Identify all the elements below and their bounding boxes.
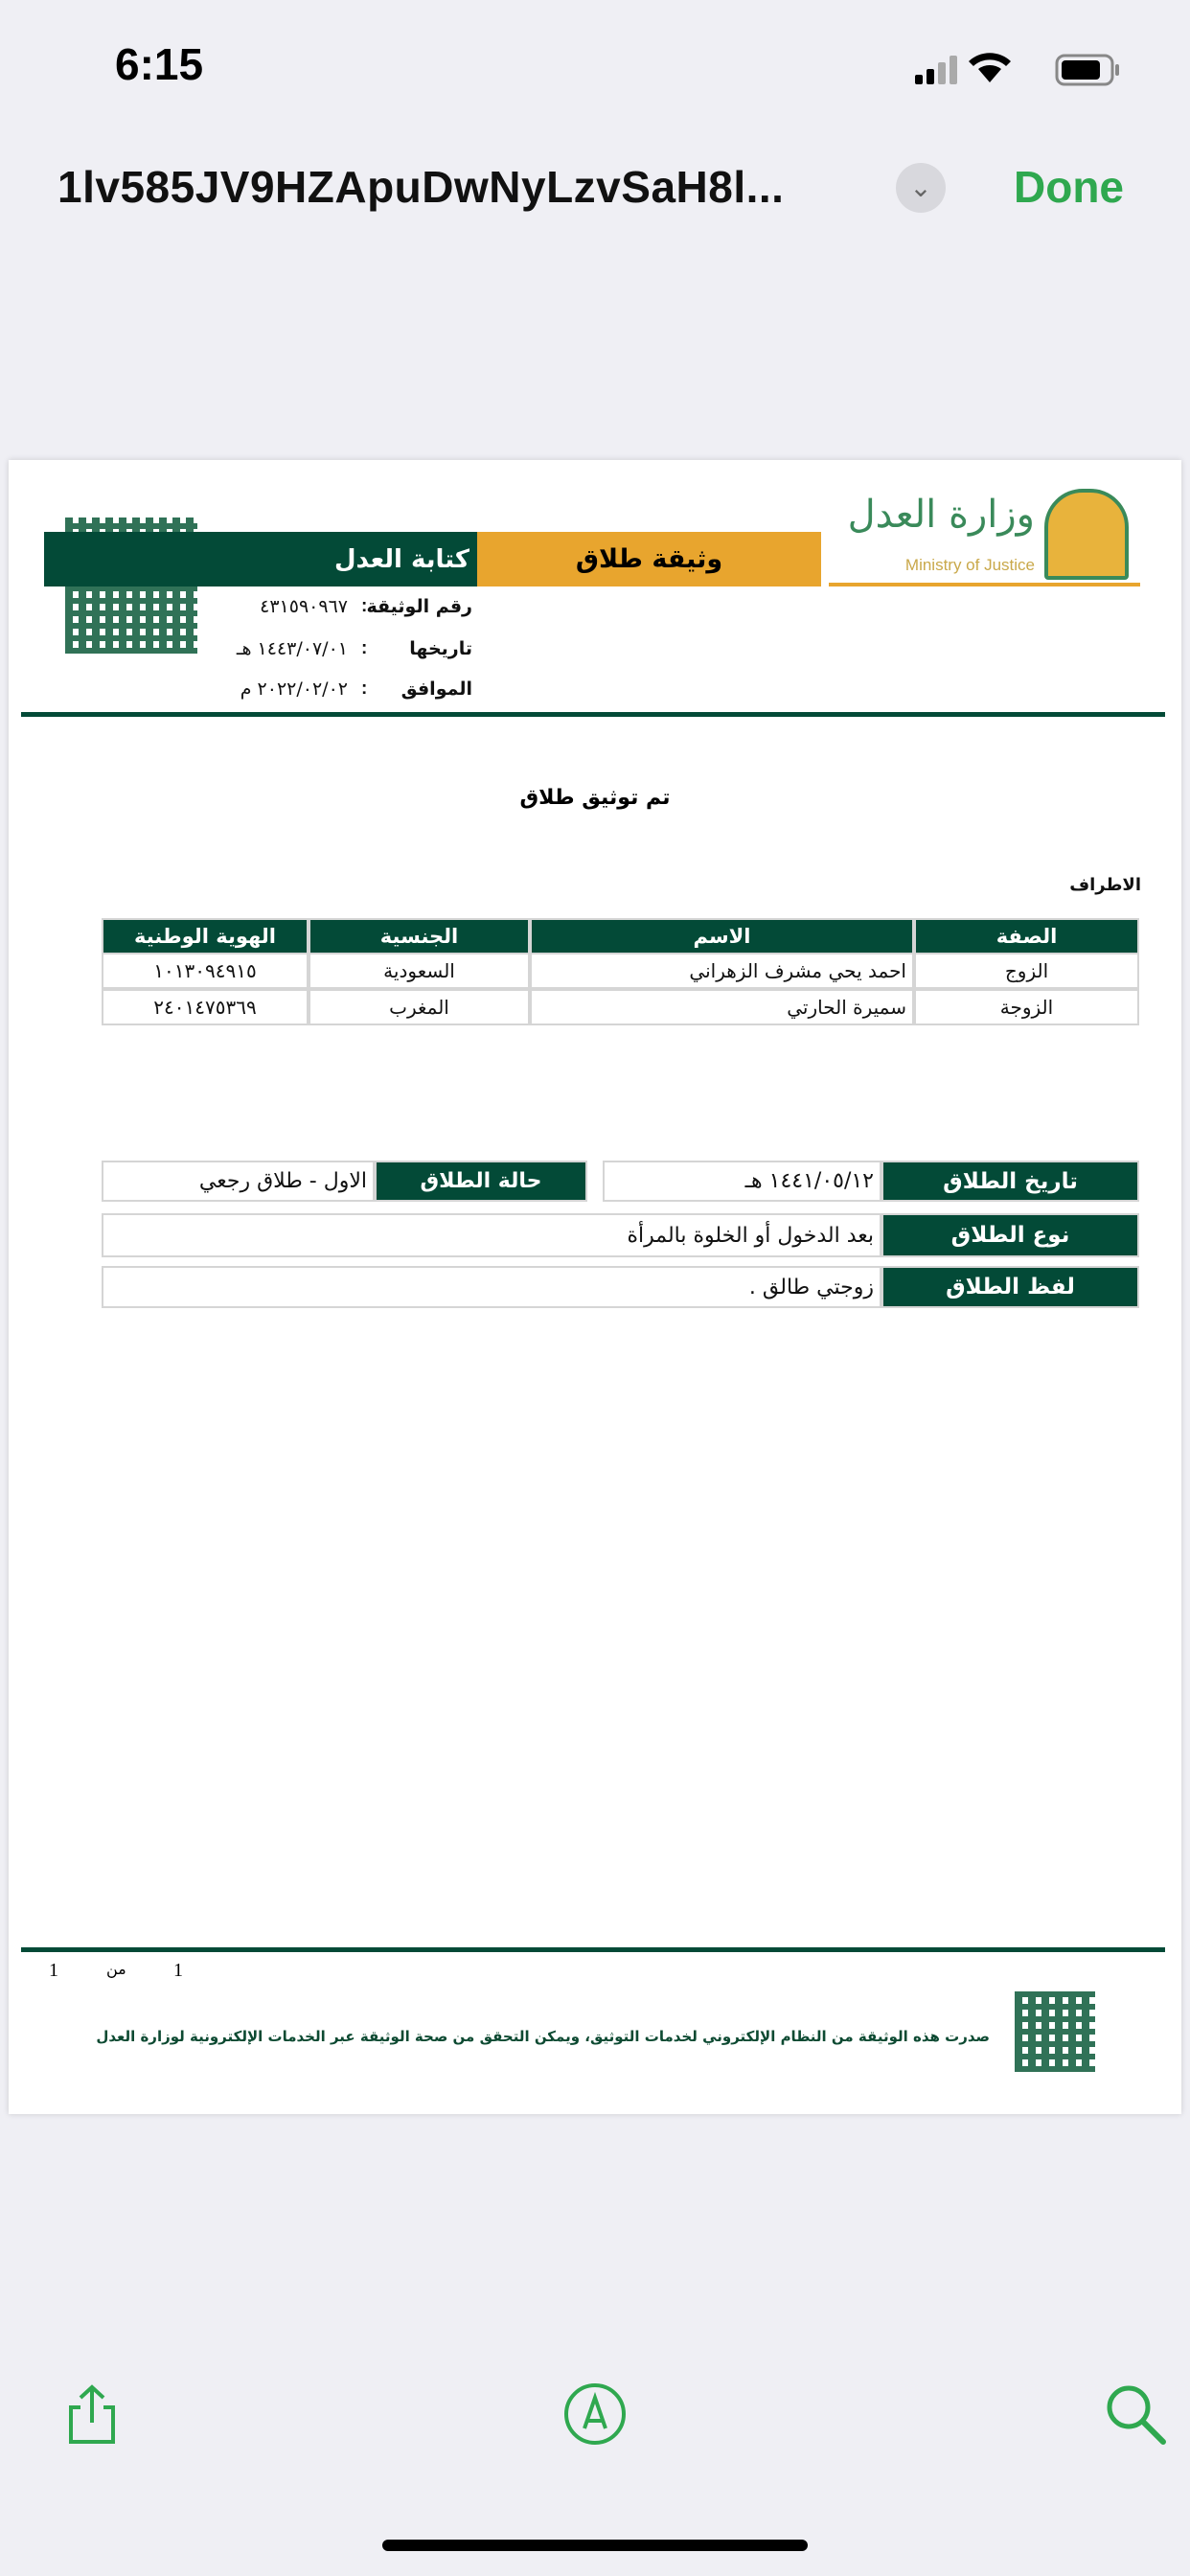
table-cell: ١٠١٣٠٩٤٩١٥ [102, 953, 309, 989]
status-icons [915, 50, 1135, 93]
footer-divider [21, 1947, 1165, 1952]
ministry-logo [829, 489, 1140, 580]
table-cell: السعودية [309, 953, 530, 989]
page-of: من [106, 1960, 126, 1978]
document-number: ٤٣١٥٩٠٩٦٧ [260, 596, 348, 617]
logo-subtitle: Ministry of Justice [904, 556, 1035, 574]
divider [21, 712, 1165, 717]
header-underline [829, 583, 1140, 586]
table-cell: المغرب [309, 989, 530, 1025]
markup-icon[interactable] [563, 2382, 627, 2450]
parties-title: الاطراف [1069, 875, 1141, 895]
col-header: الجنسية [309, 918, 530, 954]
home-indicator[interactable] [382, 2540, 808, 2551]
status-time: 6:15 [115, 39, 204, 89]
header-band-left: كتابة العدل [44, 532, 477, 586]
divorce-phrase-label: لفظ الطلاق [881, 1266, 1139, 1308]
table-cell: احمد يحي مشرف الزهراني [530, 953, 914, 989]
divorce-date-label: تاريخ الطلاق [881, 1161, 1139, 1202]
done-button[interactable]: Done [1014, 162, 1124, 212]
divorce-phrase-value: زوجتي طالق . [102, 1266, 881, 1308]
table-cell: سميرة الحارتي [530, 989, 914, 1025]
info-label: تاريخها [409, 638, 472, 659]
share-icon[interactable] [63, 2384, 121, 2450]
document-date-hijri: ١٤٤٣/٠٧/٠١ هـ [236, 638, 348, 659]
col-header: الاسم [530, 918, 914, 954]
table-cell: ٢٤٠١٤٧٥٣٦٩ [102, 989, 309, 1025]
info-label: الموافق [400, 678, 472, 700]
col-header: الصفة [914, 918, 1139, 954]
footer-qr-code [1015, 1991, 1095, 2072]
divorce-type-value: بعد الدخول أو الخلوة بالمرأة [102, 1213, 881, 1257]
divorce-status-label: حالة الطلاق [375, 1161, 587, 1202]
table-cell: الزوج [914, 953, 1139, 989]
page-total: 1 [49, 1960, 58, 1981]
logo-arabic: وزارة العدل [847, 493, 1035, 537]
divorce-status-value: الاول - طلاق رجعي [102, 1161, 375, 1202]
document-page: كتابة العدل وثيقة طلاق وزارة العدل Ministry of Justice رقم الوثيقة تاريخها الموافق : : : ٤٣١٥٩٠٩٦٧ ١٤٤٣/٠٧/٠١ هـ ٢٠٢٢/٠٢/٠٢ م تم توثيق طلاق الاطراف الصفة الاسم الجنسية الهوية الوطنية الزوج احمد يحي مشرف الزهراني السعودية ١٠١٣٠٩٤٩١٥ الزوجة سميرة الحارتي المغرب ٢٤٠١٤٧٥٣٦٩ تاريخ الطلاق ١٤٤١/٠٥/١٢ هـ حالة الطلاق الاول - طلاق رجعي نوع الطلاق بعد الدخول أو الخلوة بالمرأة لفظ الطلاق زوجتي طالق . 1 من 1 صدرت هذه الوثيقة من النظام الإلكتروني لخدمات التوثيق، ويمكن التحقق من صحة الوثيقة عبر الخدمات الإلكترونية لوزارة العدل [9, 460, 1181, 2114]
search-icon[interactable] [1104, 2382, 1167, 2450]
col-header: الهوية الوطنية [102, 918, 309, 954]
emblem-icon [1044, 489, 1129, 580]
divorce-date-value: ١٤٤١/٠٥/١٢ هـ [603, 1161, 881, 1202]
signal-wifi-battery-icon [915, 50, 1135, 88]
header-band-title: وثيقة طلاق [477, 532, 821, 586]
footer-note: صدرت هذه الوثيقة من النظام الإلكتروني لخدمات التوثيق، ويمكن التحقق من صحة الوثيقة عبر الخدمات الإلكترونية لوزارة العدل [96, 2028, 990, 2045]
document-title: 1lv585JV9HZApuDwNyLzvSaH8l... [57, 162, 785, 212]
info-label: رقم الوثيقة [366, 596, 472, 617]
heading: تم توثيق طلاق [519, 786, 671, 810]
chevron-down-icon[interactable]: ⌄ [896, 163, 946, 213]
divorce-type-label: نوع الطلاق [881, 1213, 1139, 1257]
document-date-gregorian: ٢٠٢٢/٠٢/٠٢ م [240, 678, 348, 700]
table-cell: الزوجة [914, 989, 1139, 1025]
page-current: 1 [173, 1960, 183, 1981]
